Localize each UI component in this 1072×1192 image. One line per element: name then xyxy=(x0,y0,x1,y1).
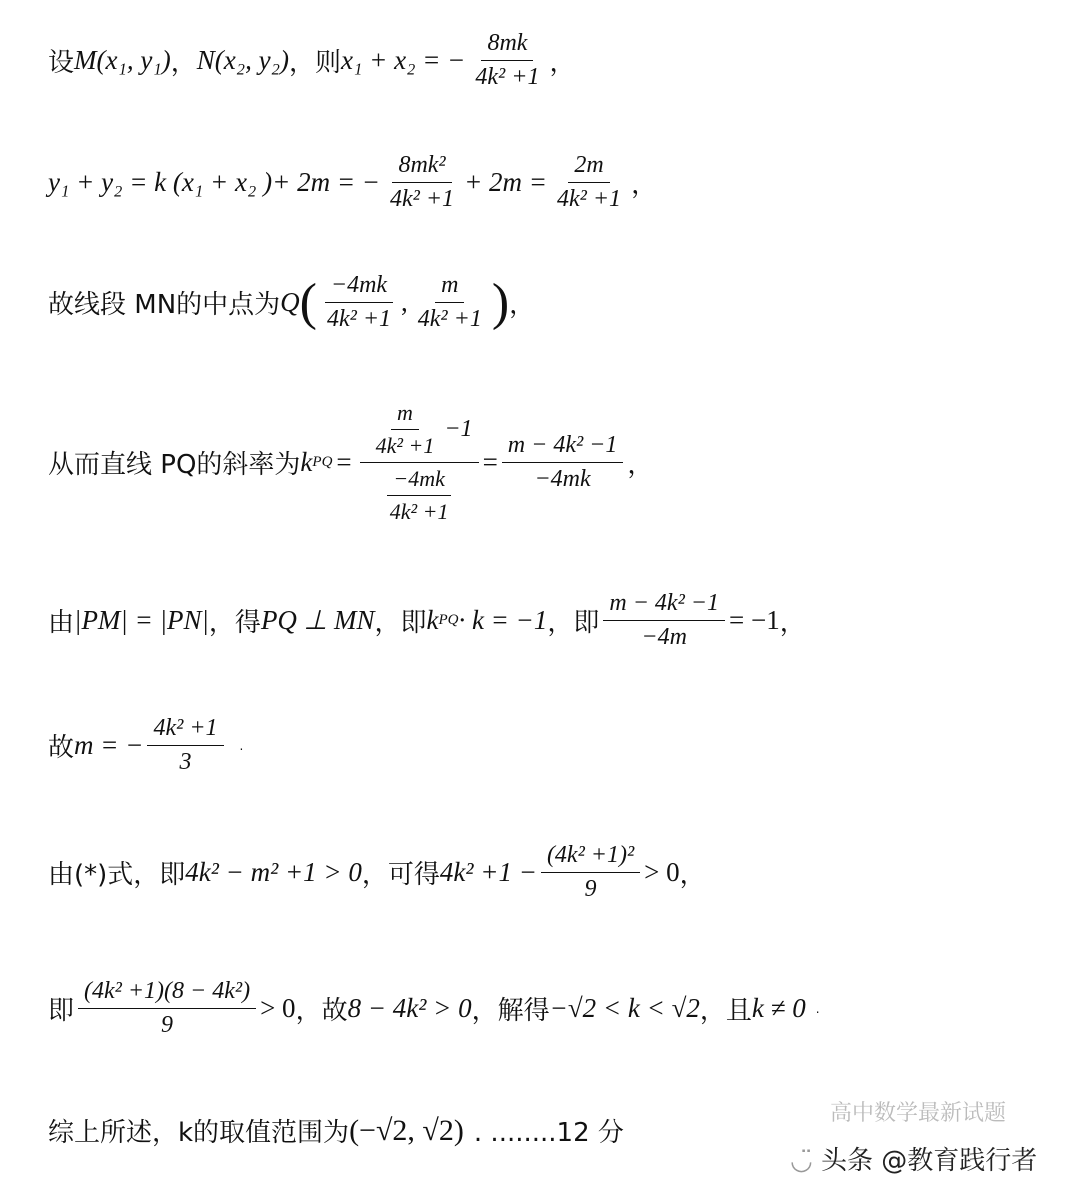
line-1 xyxy=(48,30,575,91)
compound-fraction xyxy=(360,400,479,525)
math: , xyxy=(401,287,408,317)
text: 由(*)式，即 xyxy=(48,860,186,890)
math: (−√2, √2) xyxy=(349,1113,464,1147)
text: ， xyxy=(627,450,654,480)
math: · k = −1 xyxy=(458,605,548,635)
text: 故线段 MN的中点为 xyxy=(48,290,281,320)
subscript: PQ xyxy=(312,454,333,470)
line-3 xyxy=(48,272,535,333)
text: . ........12 分 xyxy=(473,1118,624,1148)
math: PQ ⊥ MN xyxy=(260,605,375,635)
math: y₁ + y₂ = k (x₁ + x₂ )+ 2m = − xyxy=(48,167,381,197)
denominator: 4k² +1 xyxy=(389,499,449,524)
denominator: 4k² +1 xyxy=(475,64,540,90)
fraction xyxy=(541,842,640,903)
denominator: −4mk xyxy=(534,466,591,492)
math: 4k² − m² +1 > 0 xyxy=(185,857,362,887)
fraction xyxy=(603,590,725,651)
fraction xyxy=(321,272,397,333)
math: M(x₁, y₁) xyxy=(74,45,171,75)
right-paren: ) xyxy=(491,273,510,331)
numerator: 8mk² xyxy=(392,152,451,183)
text: 故 xyxy=(48,733,75,763)
math: |PM| = |PN| xyxy=(74,605,209,635)
fraction xyxy=(469,30,545,91)
denominator: 4k² +1 xyxy=(557,186,622,212)
text: ，则 xyxy=(288,48,341,78)
numerator: (4k² +1)(8 − 4k²) xyxy=(78,978,256,1009)
numerator: 2m xyxy=(568,152,609,183)
denominator: 3 xyxy=(179,749,192,775)
math: > 0 xyxy=(644,857,680,887)
math: + 2m = xyxy=(464,167,548,197)
line-8 xyxy=(48,978,820,1039)
numerator: −4mk xyxy=(387,466,451,496)
line-4 xyxy=(48,400,653,525)
numerator: 4k² +1 xyxy=(147,715,223,746)
math: > 0 xyxy=(260,993,296,1023)
text: ， xyxy=(509,290,536,320)
watermark xyxy=(790,1145,1037,1177)
denominator: 9 xyxy=(584,876,597,902)
math: = xyxy=(336,447,352,477)
math: = −1 xyxy=(728,605,780,635)
denominator: 9 xyxy=(161,1012,174,1038)
numerator: 8mk xyxy=(481,30,533,61)
numerator: (4k² +1)² xyxy=(541,842,640,873)
numerator: m xyxy=(391,400,419,430)
text: ，解得 xyxy=(471,996,550,1026)
text: ， xyxy=(631,170,658,200)
line-9 xyxy=(48,1112,624,1149)
math: Q xyxy=(280,287,300,317)
text: ，故 xyxy=(295,996,348,1026)
text: ， xyxy=(170,48,197,78)
line-7 xyxy=(48,842,706,903)
watermark-faint: 高中数学最新试题 xyxy=(830,1101,1007,1126)
text: ， xyxy=(549,48,576,78)
math: k xyxy=(426,605,439,635)
text: ，得 xyxy=(208,608,261,638)
denominator: 4k² +1 xyxy=(326,306,392,332)
line-2 xyxy=(48,152,657,213)
denominator: 4k² +1 xyxy=(417,306,482,332)
math: x₁ + x₂ = − xyxy=(341,45,466,75)
denominator: 4k² +1 xyxy=(375,433,435,458)
math: = xyxy=(482,447,498,477)
text: . xyxy=(239,738,244,753)
numerator: m xyxy=(435,272,464,303)
fraction xyxy=(78,978,256,1039)
text: 由 xyxy=(48,608,75,638)
math: m = − xyxy=(74,730,144,760)
text: 即 xyxy=(48,996,75,1026)
denominator: 4k² +1 xyxy=(390,186,455,212)
fraction xyxy=(384,152,460,213)
text: ，可得 xyxy=(361,860,440,890)
numerator: m − 4k² −1 xyxy=(603,590,725,621)
numerator: −4mk xyxy=(325,272,393,303)
math: k xyxy=(300,447,313,477)
math: −1 xyxy=(444,416,473,442)
numerator: m − 4k² −1 xyxy=(502,432,624,463)
math: 8 − 4k² > 0 xyxy=(347,993,472,1023)
smile-logo-icon: ◡̈ xyxy=(790,1146,821,1176)
text: 设 xyxy=(48,48,75,78)
subscript: PQ xyxy=(438,612,459,628)
math: 4k² +1 − xyxy=(439,857,537,887)
left-paren: ( xyxy=(299,273,317,331)
watermark-text: 头条 @教育践行者 xyxy=(820,1146,1038,1176)
text: ，即 xyxy=(374,608,427,638)
denominator: −4m xyxy=(641,624,687,650)
math: −√2 < k < √2 xyxy=(549,993,700,1023)
fraction xyxy=(147,715,223,776)
fraction xyxy=(502,432,624,493)
fraction xyxy=(551,152,627,213)
math: N(x₂, y₂) xyxy=(196,45,289,75)
fraction xyxy=(412,272,488,333)
math: k ≠ 0 xyxy=(751,993,806,1023)
text: ， xyxy=(679,860,706,890)
line-6 xyxy=(48,715,243,776)
text: ， xyxy=(779,608,806,638)
line-5 xyxy=(48,590,806,651)
text: 从而直线 PQ的斜率为 xyxy=(48,450,301,480)
text: ，即 xyxy=(547,608,600,638)
text: 综上所述，k的取值范围为 xyxy=(48,1118,350,1148)
text: . xyxy=(815,1001,820,1016)
text: ，且 xyxy=(699,996,752,1026)
